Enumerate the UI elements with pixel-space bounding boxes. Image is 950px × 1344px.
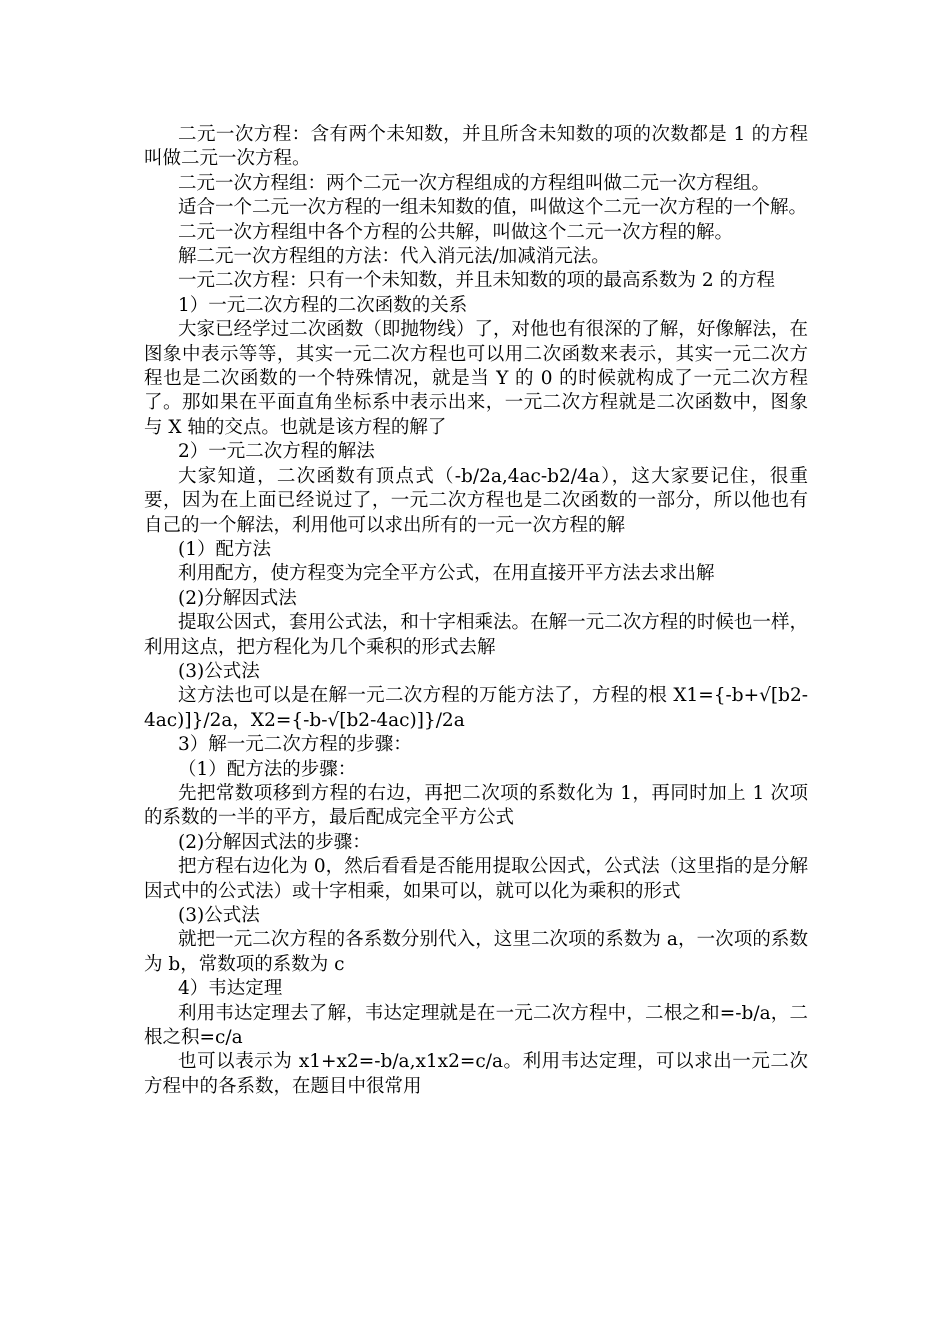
paragraph-6: 一元二次方程：只有一个未知数，并且未知数的项的最高系数为 2 的方程 (178, 270, 776, 292)
paragraph-13: 把方程右边化为 0，然后看看是否能用提取公因式，公式法（这里指的是分解因式中的公式法）或十字相乘，如果可以，就可以化为乘积的形式 (144, 856, 808, 902)
paragraph-5: 解二元一次方程组的方法：代入消元法/加减消元法。 (178, 246, 610, 268)
document-page (144, 123, 808, 1099)
paragraph-10: 提取公因式，套用公式法，和十字相乘法。在解一元二次方程的时候也一样，利用这点，把方程化为几个乘积的形式去解 (144, 612, 808, 658)
paragraph-4: 二元一次方程组中各个方程的公共解，叫做这个二元一次方程的解。 (178, 221, 734, 243)
paragraph-14: 就把一元二次方程的各系数分别代入，这里二次项的系数为 a，一次项的系数为 b，常数项的系数为 c (144, 929, 808, 975)
paragraph-8: 大家知道，二次函数有顶点式（-b/2a,4ac-b2/4a），这大家要记住，很重要，因为在上面已经说过了，一元二次方程也是二次函数的一部分，所以他也有自己的一个解法，利用他可以求出所有的一元一次方程的解 (144, 465, 808, 536)
paragraph-2: 二元一次方程组：两个二元一次方程组成的方程组叫做二元一次方程组。 (178, 172, 771, 194)
paragraph-1: 二元一次方程：含有两个未知数，并且所含未知数的项的次数都是 1 的方程叫做二元一次方程。 (144, 124, 808, 170)
paragraph-9: 利用配方，使方程变为完全平方公式，在用直接开平方法去求出解 (178, 563, 715, 585)
paragraph-16: 也可以表示为 x1+x2=-b/a,x1x2=c/a。利用韦达定理，可以求出一元二次方程中的各系数，在题目中很常用 (144, 1051, 808, 1097)
section-heading-4: 4）韦达定理 (178, 978, 283, 1000)
subheading-6: (3)公式法 (178, 905, 260, 926)
section-heading-2: 2）一元二次方程的解法 (178, 441, 375, 463)
section-heading-3: 3）解一元二次方程的步骤： (178, 734, 412, 756)
subheading-1: (1）配方法 (178, 538, 271, 560)
paragraph-11: 这方法也可以是在解一元二次方程的万能方法了，方程的根 X1={-b+√[b2-4ac)]}/2a，X2={-b-√[b2-4ac)]}/2a (144, 685, 808, 731)
paragraph-7: 大家已经学过二次函数（即抛物线）了，对他也有很深的了解，好像解法，在图象中表示等等，其实一元二次方程也可以用二次函数来表示，其实一元二次方程也是二次函数的一个特殊情况，就是当 Y 的 0 的时候就构成了一元二次方程了。那如果在平面直角坐标系中表示出来，一元二次方程就是二次函数中，图象与 X 轴的交点。也就是该方程的解了 (144, 319, 808, 438)
subheading-3: (3)公式法 (178, 660, 260, 682)
subheading-2: (2)分解因式法 (178, 587, 297, 609)
paragraph-12: 先把常数项移到方程的右边，再把二次项的系数化为 1，再同时加上 1 次项的系数的一半的平方，最后配成完全平方公式 (144, 782, 808, 829)
subheading-5: (2)分解因式法的步骤： (178, 831, 371, 853)
paragraph-15: 利用韦达定理去了解，韦达定理就是在一元二次方程中，二根之和=-b/a，二根之积=c/a (144, 1002, 808, 1049)
subheading-4: （1）配方法的步骤： (178, 758, 357, 780)
section-heading-1: 1）一元二次方程的二次函数的关系 (178, 294, 468, 316)
paragraph-3: 适合一个二元一次方程的一组未知数的值，叫做这个二元一次方程的一个解。 (178, 197, 808, 219)
